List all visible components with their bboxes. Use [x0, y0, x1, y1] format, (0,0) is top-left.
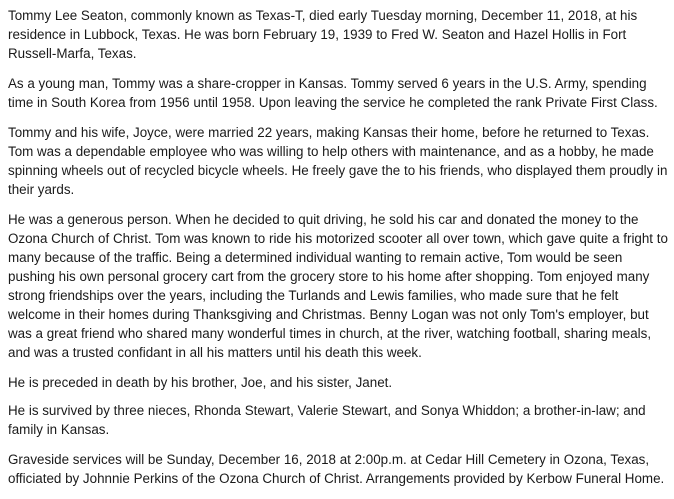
paragraph-generosity-and-friendships: He was a generous person. When he decided to quit driving, he sold his car and donated the money to the Ozona Church of Christ. Tom was known to ride his motorized scooter all over town, which gave quite a fright to many because of the traffic. Being a determined individual wanting to remain active, Tom would be seen pushing his own personal grocery cart from the grocery store to his home after shopping. Tom enjoyed many strong friendships over the years, including the Turlands and Lewis families, who made sure that he felt welcome in their homes during Thanksgiving and Christmas. Benny Logan was not only Tom's employer, but was a great friend who shared many wonderful times in church, at the river, watching football, sharing meals, and was a trusted confidant in all his matters until his death this week.: [8, 212, 668, 360]
paragraph-graveside-services: Graveside services will be Sunday, December 16, 2018 at 2:00p.m. at Cedar Hill Cemetery in Ozona, Texas, officiated by Johnnie Perkins of the Ozona Church of Christ. Arrangements provided by Kerbow Funeral Home.: [8, 452, 665, 486]
paragraph-preceded-in-death: He is preceded in death by his brother, Joe, and his sister, Janet.: [8, 375, 393, 390]
paragraph-death-and-birth: Tommy Lee Seaton, commonly known as Texas-T, died early Tuesday morning, December 11, 2018, at his residence in Lubbock, Texas. He was born February 19, 1939 to Fred W. Seaton and Hazel Hollis in Fort Russell-Marfa, Texas.: [8, 8, 638, 61]
obituary-document: [8, 6, 668, 499]
paragraph-marriage-and-hobby: Tommy and his wife, Joyce, were married 22 years, making Kansas their home, before he returned to Texas. Tom was a dependable employee who was willing to help others with maintenance, and as a hobby, he made spinning wheels out of recycled bicycle wheels. He freely gave the to his friends, who displayed them proudly in their yards.: [8, 125, 668, 197]
paragraph-military-service: As a young man, Tommy was a share-cropper in Kansas. Tommy served 6 years in the U.S. Army, spending time in South Korea from 1956 until 1958. Upon leaving the service he completed the rank Private First Class.: [8, 76, 658, 110]
paragraph-survivors: He is survived by three nieces, Rhonda Stewart, Valerie Stewart, and Sonya Whiddon; a brother-in-law; and family in Kansas.: [8, 403, 646, 437]
